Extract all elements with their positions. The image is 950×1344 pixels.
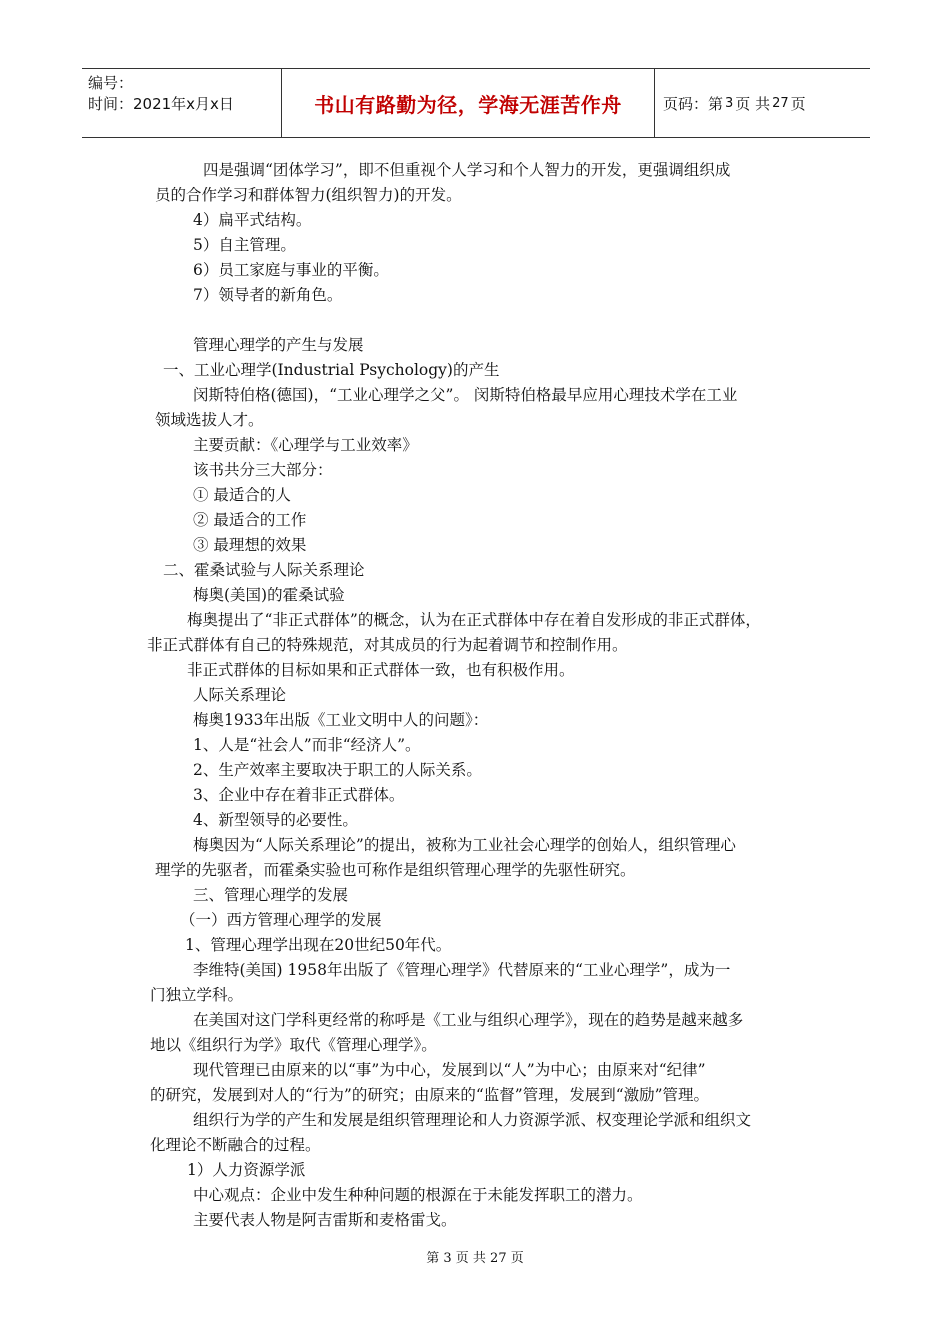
page-total: 27 (772, 95, 789, 111)
list-item: 1、人是“社会人”而非“经济人”。 (193, 736, 421, 754)
body-line: 非正式群体有自己的特殊规范，对其成员的行为起着调节和控制作用。 (147, 636, 628, 654)
body-line: 1、管理心理学出现在20世纪50年代。 (185, 936, 452, 954)
body-line: 领域选拔人才。 (155, 411, 264, 429)
body-line: 门独立学科。 (150, 986, 244, 1004)
body-line: 中心观点：企业中发生种种问题的根源在于未能发挥职工的潜力。 (193, 1186, 643, 1204)
header-page-info (655, 69, 870, 137)
page-header (82, 68, 870, 138)
date-label: 时间：2021年x月x日 (88, 95, 234, 113)
page-footer: 第 3 页 共 27 页 (426, 1251, 524, 1266)
header-meta (82, 69, 282, 137)
list-item: 4、新型领导的必要性。 (193, 811, 358, 829)
section-heading: 三、管理心理学的发展 (193, 886, 349, 904)
body-line: 梅奥因为“人际关系理论”的提出，被称为工业社会心理学的创始人，组织管理心 (193, 836, 736, 854)
section-heading: 一、工业心理学(Industrial Psychology)的产生 (163, 361, 500, 379)
section-heading: （一）西方管理心理学的发展 (180, 911, 382, 929)
list-item: ③ 最理想的效果 (193, 536, 307, 554)
list-item: ① 最适合的人 (193, 486, 291, 504)
body-line: 人际关系理论 (193, 686, 287, 704)
body-line: 闵斯特伯格(德国)，“工业心理学之父”。 闵斯特伯格最早应用心理技术学在工业 (193, 386, 738, 404)
body-line: 员的合作学习和群体智力(组织智力)的开发。 (155, 186, 462, 204)
body-line: 化理论不断融合的过程。 (150, 1136, 321, 1154)
section-heading: 1）人力资源学派 (187, 1161, 306, 1179)
page-number: 3 (725, 95, 734, 111)
section-heading: 二、霍桑试验与人际关系理论 (163, 561, 365, 579)
list-item: 3、企业中存在着非正式群体。 (193, 786, 405, 804)
body-line: 组织行为学的产生和发展是组织管理理论和人力资源学派、权变理论学派和组织文 (193, 1111, 752, 1129)
body-line: 主要贡献：《心理学与工业效率》 (193, 436, 418, 454)
body-line: 梅奥1933年出版《工业文明中人的问题》： (193, 711, 489, 729)
list-item: 2、生产效率主要取决于职工的人际关系。 (193, 761, 482, 779)
body-line: 主要代表人物是阿吉雷斯和麦格雷戈。 (193, 1211, 457, 1229)
body-line: 现代管理已由原来的以“事”为中心，发展到以“人”为中心；由原来对“纪律” (193, 1061, 706, 1079)
body-line: 在美国对这门学科更经常的称呼是《工业与组织心理学》，现在的趋势是越来越多 (193, 1011, 744, 1029)
body-line: 梅奥(美国)的霍桑试验 (193, 586, 345, 604)
body-line: 该书共分三大部分： (193, 461, 333, 479)
body-line: 理学的先驱者，而霍桑实验也可称作是组织管理心理学的先驱性研究。 (155, 861, 636, 879)
body-line: 四是强调“团体学习”，即不但重视个人学习和个人智力的开发，更强调组织成 (203, 161, 731, 179)
body-line: 地以《组织行为学》取代《管理心理学》。 (150, 1036, 437, 1054)
list-item: ② 最适合的工作 (193, 511, 307, 529)
code-label: 编号： (88, 74, 134, 92)
body-line: 6）员工家庭与事业的平衡。 (193, 261, 389, 279)
body-line: 非正式群体的目标如果和正式群体一致，也有积极作用。 (187, 661, 575, 679)
page-suffix: 页 (790, 94, 806, 113)
header-motto: 书山有路勤为径，学海无涯苦作舟 (282, 69, 655, 137)
body-line: 的研究，发展到对人的“行为”的研究；由原来的“监督”管理，发展到“激励”管理。 (150, 1086, 710, 1104)
body-line: 7）领导者的新角色。 (193, 286, 343, 304)
body-line: 李维特(美国) 1958年出版了《管理心理学》代替原来的“工业心理学”，成为一 (193, 961, 731, 979)
page-mid: 页 共 (735, 94, 771, 113)
body-line: 4）扁平式结构。 (193, 211, 312, 229)
body-line: 梅奥提出了“非正式群体”的概念，认为在正式群体中存在着自发形成的非正式群体， (187, 611, 761, 629)
section-heading: 管理心理学的产生与发展 (193, 336, 364, 354)
body-line: 5）自主管理。 (193, 236, 296, 254)
page-prefix: 页码：第 (663, 94, 724, 113)
